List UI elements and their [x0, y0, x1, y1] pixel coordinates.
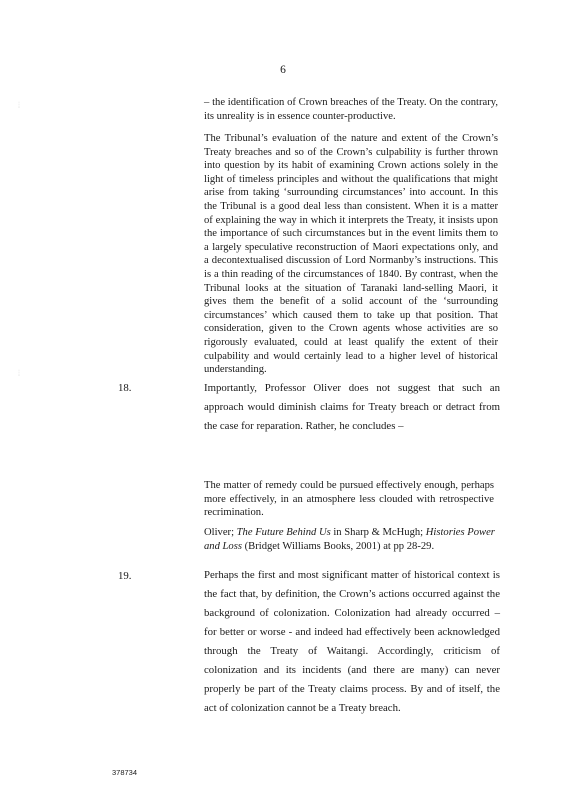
citation-tail: (Bridget Williams Books, 2001) at pp 28-29.: [241, 540, 435, 552]
quote-paragraph-2: The Tribunal’s evaluation of the nature and extent of the Crown’s Treaty breaches and so of the Crown’s culpability is further thrown into question by its habit of examining Crown actions solely in the light of timeless principles and without the qualifications that might arise from taking ‘surrounding circumstances’ into account. In this the Tribunal is a good deal less than consistent. When it is a matter of explaining the way in which it interprets the Treaty, it insists upon the importance of such circumstances but in the event limits them to a largely speculative reconstruction of Maori expectations only, and a decontextualised discussion of Lord Normanby’s instructions. This is a thin reading of the circumstances of 1840. By contrast, when the Tribunal looks at the situation of Taranaki land-selling Maori, it gives them the benefit of a solid account of the ‘surrounding circumstances’ which caused them to take up that position. That consideration, given to the Crown agents whose activities are so rigorously evaluated, could at least qualify the extent of their culpability and would certainly lead to a higher level of historical understanding.: [204, 133, 498, 376]
paragraph-number-19: 19.: [118, 570, 132, 582]
paragraph-19-text: Perhaps the first and most significant matter of historical context is the fact that, by definition, the Crown’s actions occurred against the background of colonization. Colonization had already occurred – for better or worse - and indeed had effectively been acknowledged through the Treaty of Waitangi. Accordingly, criticism of colonization and its incidents (and there are many) can never properly be part of the Treaty claims process. By and of itself, the act of colonization cannot be a Treaty breach.: [204, 569, 500, 714]
citation: [204, 526, 498, 553]
quote-paragraph-3: The matter of remedy could be pursued effectively enough, perhaps more effectively, in an atmosphere less clouded with retrospective recrimination.: [204, 480, 494, 519]
paragraph-number-18: 18.: [118, 382, 132, 394]
quote-paragraph-1: – the identification of Crown breaches of the Treaty. On the contrary, its unreality is in essence counter-productive.: [204, 97, 498, 122]
margin-mark: ⦙: [18, 368, 21, 378]
citation-author: Oliver;: [204, 527, 237, 538]
paragraph-18-text: Importantly, Professor Oliver does not suggest that such an approach would diminish claims for Treaty breach or detract from the case for reparation. Rather, he concludes –: [204, 382, 500, 432]
page-number: 6: [280, 64, 286, 76]
citation-title-2: Histories Power and Loss: [204, 527, 495, 552]
citation-title-1: The Future Behind Us: [236, 527, 331, 538]
margin-mark: ⦙: [18, 100, 21, 110]
document-id: 378734: [112, 768, 138, 777]
citation-mid: in Sharp & McHugh;: [330, 527, 426, 538]
